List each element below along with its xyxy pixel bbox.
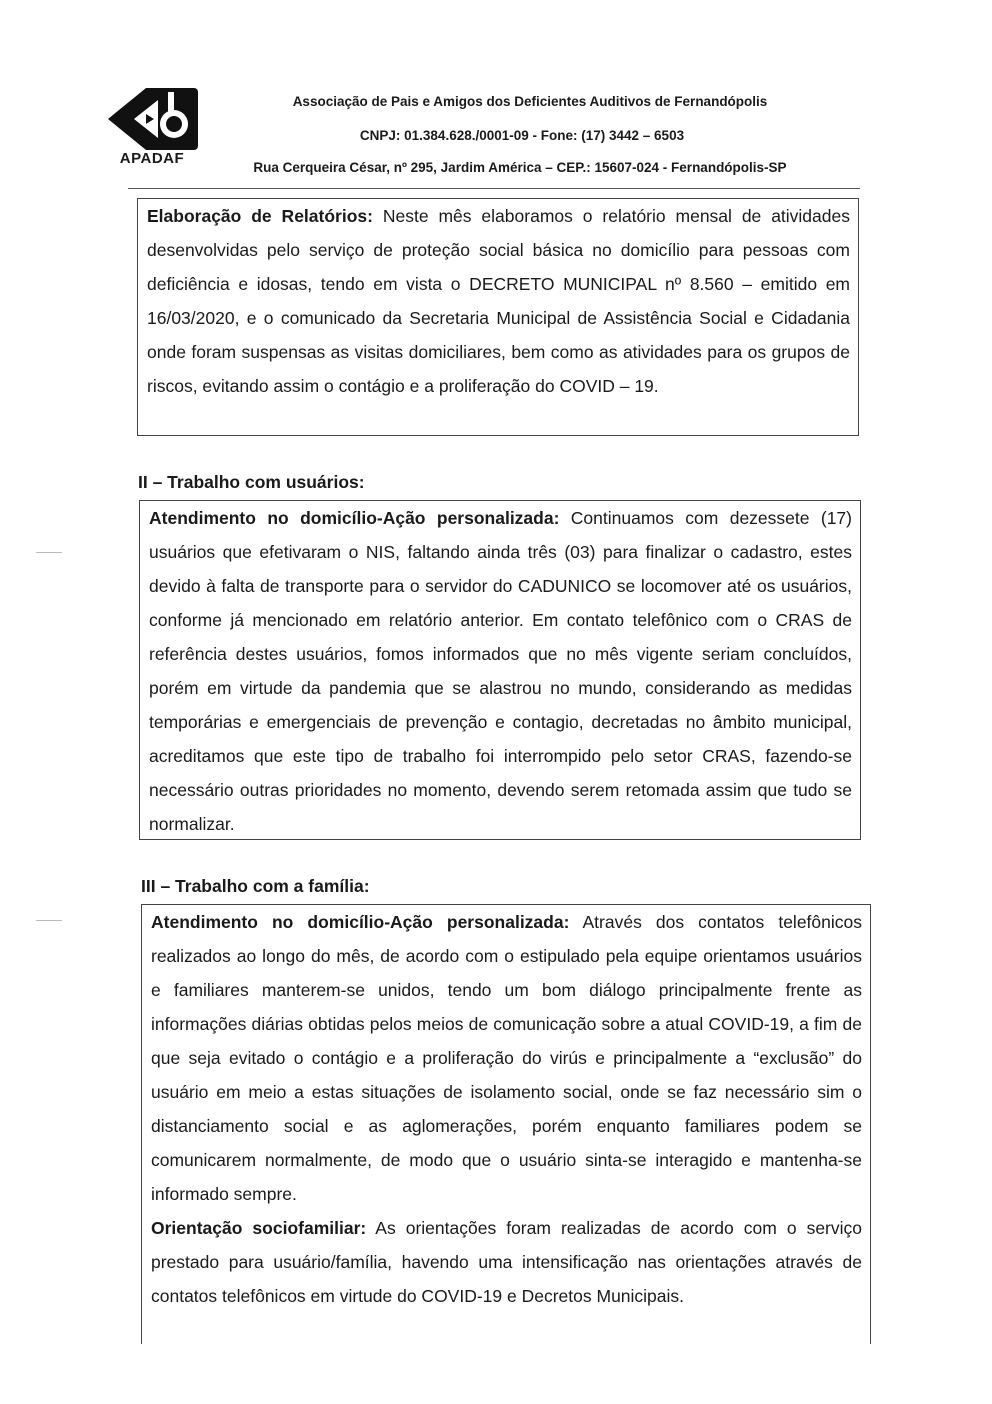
organization-name: Associação de Pais e Amigos dos Deficientes Auditivos de Fernandópolis [292, 94, 768, 109]
report-preparation-text: Neste mês elaboramos o relatório mensal de atividades desenvolvidas pelo serviço de proteção social básica no domicílio para pessoas com deficiência e idosas, tendo em vista o DECRETO MUNICIPAL nº 8.560 – emitido em 16/03/2020, e o comunicado da Secretaria Municipal de Assistência Social e Cidadania onde foram suspensas as visitas domiciliares, bem como as atividades para os grupos de riscos, evitando assim o contágio e a proliferação do COVID – 19. [147, 206, 850, 396]
report-preparation-paragraph [147, 199, 850, 403]
users-work-box [139, 500, 861, 840]
sociofamily-guidance-paragraph [151, 1211, 862, 1313]
family-home-care-label: Atendimento no domicílio-Ação personalizada: [151, 912, 570, 932]
family-home-care-text: Através dos contatos telefônicos realizados ao longo do mês, de acordo com o estipulado pela equipe orientamos usuários e familiares manterem-se unidos, tendo um bom diálogo principalmente frente as informações diárias obtidas pelos meios de comunicação sobre a atual COVID-19, a fim de que seja evitado o contágio e a proliferação do virús e principalmente a “exclusão” do usuário em meio a estas situações de isolamento social, onde se faz necessário sim o distanciamento social e as aglomerações, porém enquanto familiares podem se comunicarem normalmente, de modo que o usuário sinta-se interagido e mantenha-se informado sempre. [151, 912, 862, 1204]
scan-margin-mark [36, 552, 62, 553]
sociofamily-guidance-label: Orientação sociofamiliar: [151, 1218, 367, 1238]
report-preparation-box [137, 198, 859, 436]
sociofamily-guidance-text: As orientações foram realizadas de acordo com o serviço prestado para usuário/família, havendo uma intensificação nas orientações através de contatos telefônicos em virtude do COVID-19 e Decretos Municipais. [151, 1218, 862, 1306]
family-work-box [141, 904, 871, 1344]
section-title-family: III – Trabalho com a família: [141, 876, 370, 896]
letterhead [0, 0, 992, 200]
report-preparation-label: Elaboração de Relatórios: [147, 206, 373, 226]
section-title-users: II – Trabalho com usuários: [138, 472, 365, 492]
address-line: Rua Cerqueira César, nº 295, Jardim América – CEP.: 15607-024 - Fernandópolis-SP [253, 160, 787, 175]
users-work-paragraph [149, 501, 852, 841]
logo-text: APADAF [119, 150, 185, 167]
header-divider [128, 188, 860, 189]
scan-margin-mark [36, 920, 62, 921]
family-home-care-paragraph [151, 905, 862, 1211]
cnpj-phone-line: CNPJ: 01.384.628./0001-09 - Fone: (17) 3442 – 6503 [359, 128, 685, 143]
users-work-text: Continuamos com dezessete (17) usuários que efetivaram o NIS, faltando ainda três (03) para finalizar o cadastro, estes devido à falta de transporte para o servidor do CADUNICO se locomover até os usuários, conforme já mencionado em relatório anterior. Em contato telefônico com o CRAS de referência destes usuários, fomos informados que no mês vigente seriam concluídos, porém em virtude da pandemia que se alastrou no mundo, considerando as medidas temporárias e emergenciais de prevenção e contagio, decretadas no âmbito municipal, acreditamos que este tipo de trabalho foi interrompido pelo setor CRAS, fazendo-se necessário outras prioridades no momento, devendo serem retomada assim que tudo se normalizar. [149, 508, 852, 834]
users-work-label: Atendimento no domicílio-Ação personalizada: [149, 508, 560, 528]
